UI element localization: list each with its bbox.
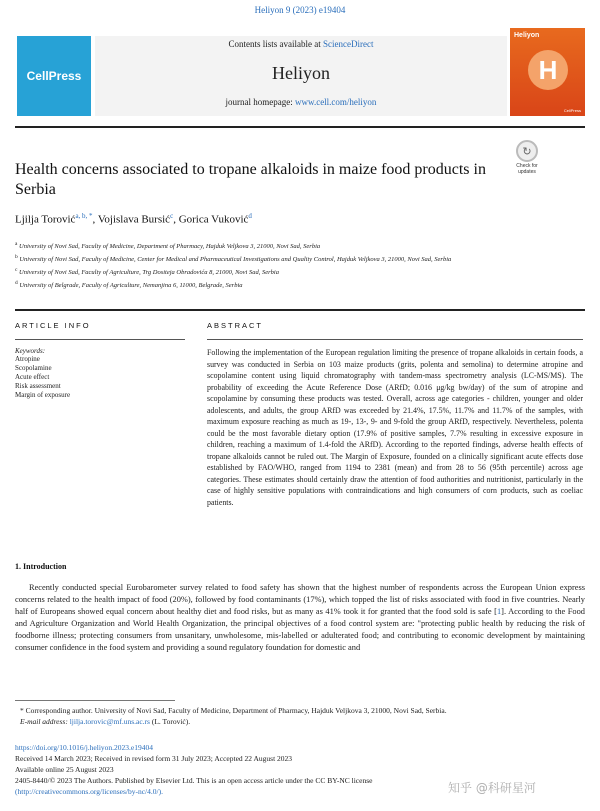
sciencedirect-link[interactable]: ScienceDirect	[323, 39, 374, 49]
affiliations-rule	[15, 309, 585, 311]
author-name[interactable]: Gorica Vuković	[178, 213, 249, 226]
keyword: Atropine	[15, 355, 40, 363]
license-text: 2405-8440/© 2023 The Authors. Published by Elsevier Ltd. This is an open access article under the CC BY-NC license	[15, 776, 373, 785]
article-info-panel	[15, 321, 185, 400]
author-name[interactable]: Ljilja Torović	[15, 213, 76, 226]
journal-header	[15, 28, 585, 120]
email-link[interactable]: ljilja.torovic@mf.uns.ac.rs	[69, 717, 150, 726]
affiliation-item: $^c$ University of Novi Sad, Faculty of Agriculture, Trg Dositeja Obradovića 8, 21000, Novi Sad, Serbia	[15, 267, 279, 277]
cover-publisher: CellPress	[563, 108, 581, 113]
footnote-rule	[15, 700, 175, 701]
cover-letter: H	[538, 54, 558, 85]
abstract-heading: ABSTRACT	[207, 321, 264, 330]
check-updates-label: Check for updates	[516, 163, 538, 175]
keyword: Scopolamine	[15, 364, 52, 372]
journal-reference[interactable]: Heliyon 9 (2023) e19404	[254, 5, 346, 15]
author-affiliation-marks[interactable]: c	[170, 212, 174, 220]
journal-homepage-link[interactable]: www.cell.com/heliyon	[295, 97, 377, 107]
received-dates: Received 14 March 2023; Received in revised form 31 July 2023; Accepted 22 August 2023	[15, 754, 293, 763]
cover-title: Heliyon	[514, 32, 540, 39]
contents-prefix: Contents lists available at	[228, 39, 323, 49]
article-title: Health concerns associated to tropane alkaloids in maize food products in Serbia	[15, 161, 486, 198]
author-name[interactable]: Vojislava Bursić	[97, 213, 171, 226]
affiliation-item: $^a$ University of Novi Sad, Faculty of Medicine, Department of Pharmacy, Hajduk Veljkova 3, 21000, Novi Sad, Serbia	[15, 241, 321, 251]
article-info-divider	[15, 339, 185, 340]
header-rule	[15, 126, 585, 128]
cellpress-logo[interactable]	[17, 36, 91, 116]
email-line: E-mail address: ljilja.torovic@mf.uns.ac.rs (L. Torović).	[20, 717, 191, 726]
contents-line	[95, 39, 507, 49]
keyword: Risk assessment	[15, 382, 61, 390]
article-info-heading: ARTICLE INFO	[15, 321, 91, 330]
footnote-line: * Corresponding author. University of Novi Sad, Faculty of Medicine, Department of Pharmacy, Hajduk Veljkova 3, 21000, Novi Sad, Serbia.	[20, 706, 447, 715]
homepage-line	[95, 97, 507, 107]
citation-link[interactable]: 1	[496, 607, 502, 616]
introduction-heading: 1. Introduction	[15, 562, 67, 571]
doi-link[interactable]: https://doi.org/10.1016/j.heliyon.2023.e19404	[15, 743, 153, 752]
abstract-panel	[207, 321, 583, 508]
watermark: 知乎 @科研星河	[448, 781, 536, 795]
keyword: Acute effect	[15, 373, 50, 381]
affiliation-item: $^d$ University of Belgrade, Faculty of Agriculture, Nemanjina 6, 11000, Belgrade, Serbia	[15, 280, 243, 290]
license-link[interactable]: (http://creativecommons.org/licenses/by-nc/4.0/).	[15, 787, 163, 796]
check-for-updates-button[interactable]	[511, 140, 543, 176]
abstract-divider	[207, 339, 583, 340]
author-affiliation-marks[interactable]: a, b, *	[75, 212, 93, 220]
author-affiliation-marks[interactable]: d	[248, 212, 252, 220]
affiliations	[15, 239, 575, 292]
affiliation-item: $^b$ University of Novi Sad, Faculty of Medicine, Center for Medical and Pharmaceutical Investigations and Quality Control, Hajduk Veljkova 3, 21000, Novi Sad, Serbia	[15, 254, 452, 264]
introduction-paragraph: Recently conducted special Eurobarometer survey related to food safety has shown that the highest number of respondents across the European Union express concerns related to the health impact of food (20%), followed by food contaminants (17%), which topped the list of risks associated with food in five countries. Nearly half of Europeans showed equal concern about healthy diet and food risks, but as many as 41% took it for granted that the food sold is safe [1]. According to the Food and Agriculture Organization and World Health Organization, the principal objectives of a food control system are: "protecting public health by reducing the risk of foodborne illness; protecting consumers from unsanitary, unwholesome, mis-labelled or adulterated food; and contributing to economic development by maintaining consumer confidence in the food system and providing a sound regulatory foundation for domestic and	[15, 583, 585, 652]
homepage-prefix: journal homepage:	[225, 97, 296, 107]
keywords-label: Keywords:	[15, 347, 46, 355]
cellpress-logo-text: CellPress	[26, 69, 82, 83]
author-list: Ljilja Torović$^{a, b, *}$, Vojislava Bursić$^c$, Gorica Vuković$^d$	[15, 212, 252, 226]
journal-masthead	[95, 36, 507, 116]
cover-logo	[528, 50, 568, 90]
check-for-updates-icon: ↻	[516, 140, 538, 162]
corresponding-author-footnote	[20, 705, 580, 727]
journal-cover-image[interactable]	[510, 28, 585, 116]
keyword: Margin of exposure	[15, 391, 71, 399]
abstract-text: Following the implementation of the European regulation limiting the presence of tropane alkaloids in certain foods, a survey was conducted in Serbia on 103 maize products (grits, polenta and semolina) to determine atropine and scopolamine content using liquid chromatography with tandem-mass spectrometry analysis (LC-MS/MS). The probability of exceeding the Acute Reference Dose (ARfD; 0.016 μg/kg bw/day) of the sum of atropine and scopolamine by consuming these products was tested. Overall, across age categories - children, younger and older adolescents, and adults, the group ARfD was exceeded by 21.4%, 17.5%, 11.7% and 11.7% of the samples, with maximum exposure reaching as much as 19-, 13-, 9- and 9-fold the group ARfD, respectively. Nevertheless, polenta could be the most favorable dietary option (17.9% of positive samples, 7.7% resulting in excessive exposure in children, reaching a maximum of 1.4-fold the ARfD). According to the reported findings, adverse health effects of tropane alkaloids cannot be ruled out. The Margin of Exposure, founded on a clinically significant acute effects dose established by FAO/WHO, ranged from 1194 to 2381 (mean) and from 28 to 56 (95th percentile) across age categories. These estimates should certainly draw the attention of food authorities and nutritionist, particularly in the case of highly sensitive populations with contraindications and high consumers of corn products, such as coeliac patients.	[207, 348, 583, 507]
journal-name: Heliyon	[272, 63, 330, 83]
available-online: Available online 25 August 2023	[15, 765, 114, 774]
